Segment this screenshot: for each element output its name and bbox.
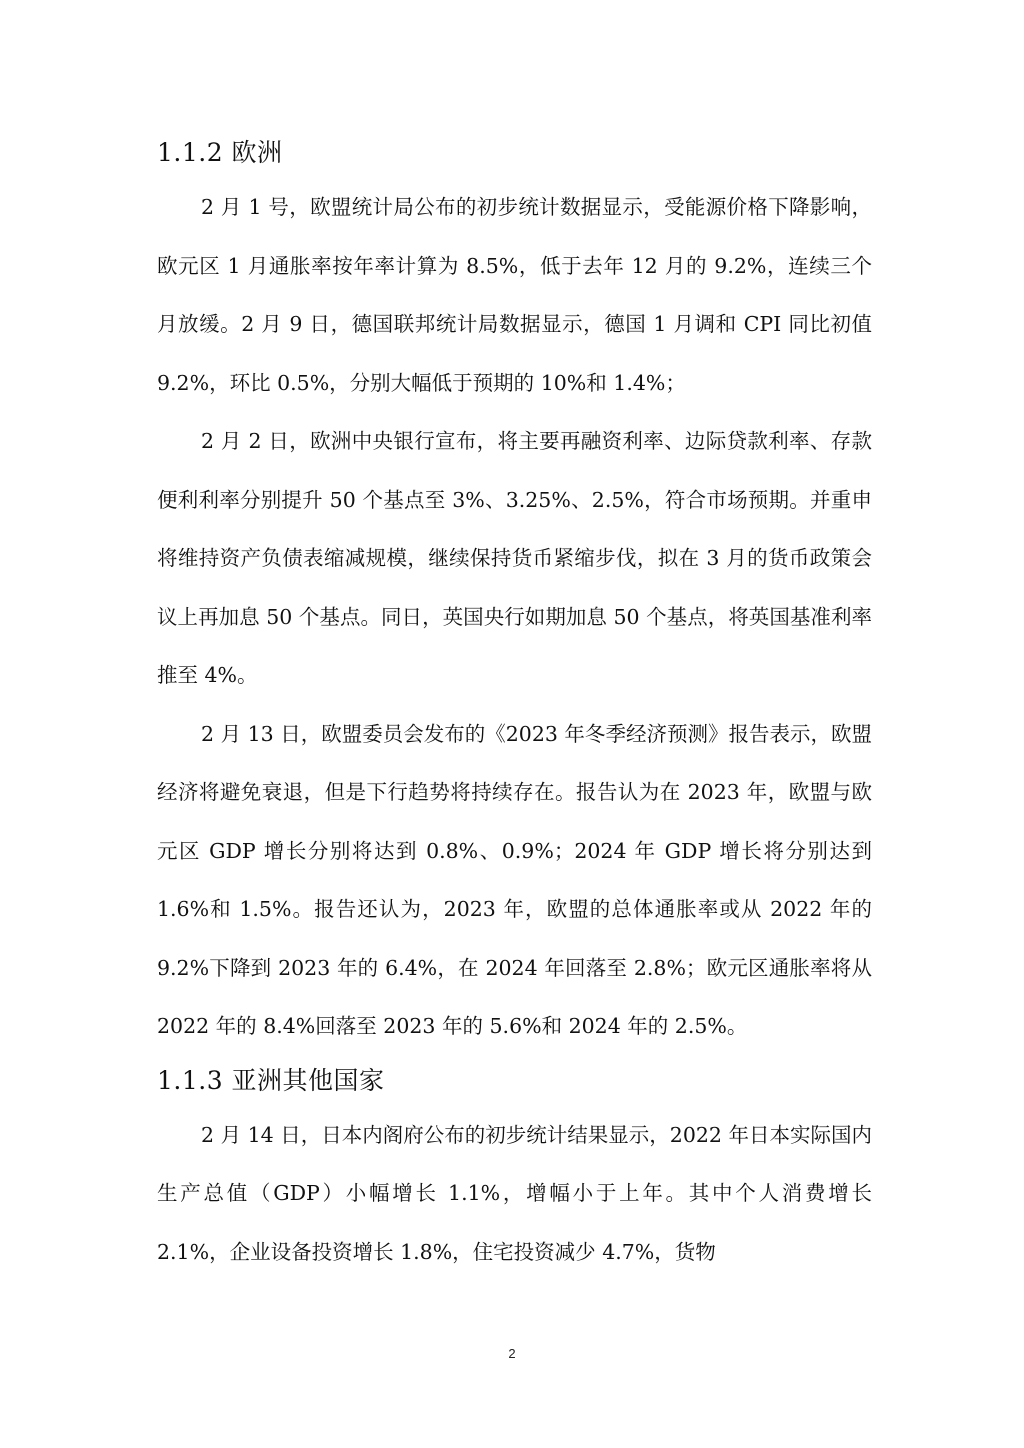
page-number: 2 <box>508 1346 516 1361</box>
paragraph-eu-inflation: 2 月 1 号，欧盟统计局公布的初步统计数据显示，受能源价格下降影响，欧元区 1 月通胀率按年率计算为 8.5%，低于去年 12 月的 9.2%，连续三个月放缓。2 月 9 日，德国联邦统计局数据显示，德国 1 月调和 CPI 同比初值 9.2%，环比 0.5%，分别大幅低于预期的 10%和 1.4%； <box>157 195 872 395</box>
paragraph-japan-gdp: 2 月 14 日，日本内阁府公布的初步统计结果显示，2022 年日本实际国内生产总值（GDP）小幅增长 1.1%，增幅小于上年。其中个人消费增长 2.1%，企业设备投资增长 1.8%，住宅投资减少 4.7%，货物 <box>157 1122 872 1264</box>
section-heading-europe: 1.1.2 欧洲 <box>157 138 283 167</box>
paragraph-ecb-rates: 2 月 2 日，欧洲中央银行宣布，将主要再融资利率、边际贷款利率、存款便利利率分别提升 50 个基点至 3%、3.25%、2.5%，符合市场预期。并重申将维持资产负债表缩减规模，继续保持货币紧缩步伐，拟在 3 月的货币政策会议上再加息 50 个基点。同日，英国央行如期加息 50 个基点，将英国基准利率推至 4%。 <box>157 429 872 687</box>
section-heading-other-asia: 1.1.3 亚洲其他国家 <box>157 1065 385 1095</box>
paragraph-eu-forecast: 2 月 13 日，欧盟委员会发布的《2023 年冬季经济预测》报告表示，欧盟经济将避免衰退，但是下行趋势将持续存在。报告认为在 2023 年，欧盟与欧元区 GDP 增长分别将达到 0.8%、0.9%；2024 年 GDP 增长将分别达到 1.6%和 1.5%。报告还认为，2023 年，欧盟的总体通胀率或从 2022 年的 9.2%下降到 2023 年的 6.4%，在 2024 年回落至 2.8%；欧元区通胀率将从 2022 年的 8.4%回落至 2023 年的 5.6%和 2024 年的 2.5%。 <box>157 721 872 1038</box>
document-page <box>157 128 872 1281</box>
